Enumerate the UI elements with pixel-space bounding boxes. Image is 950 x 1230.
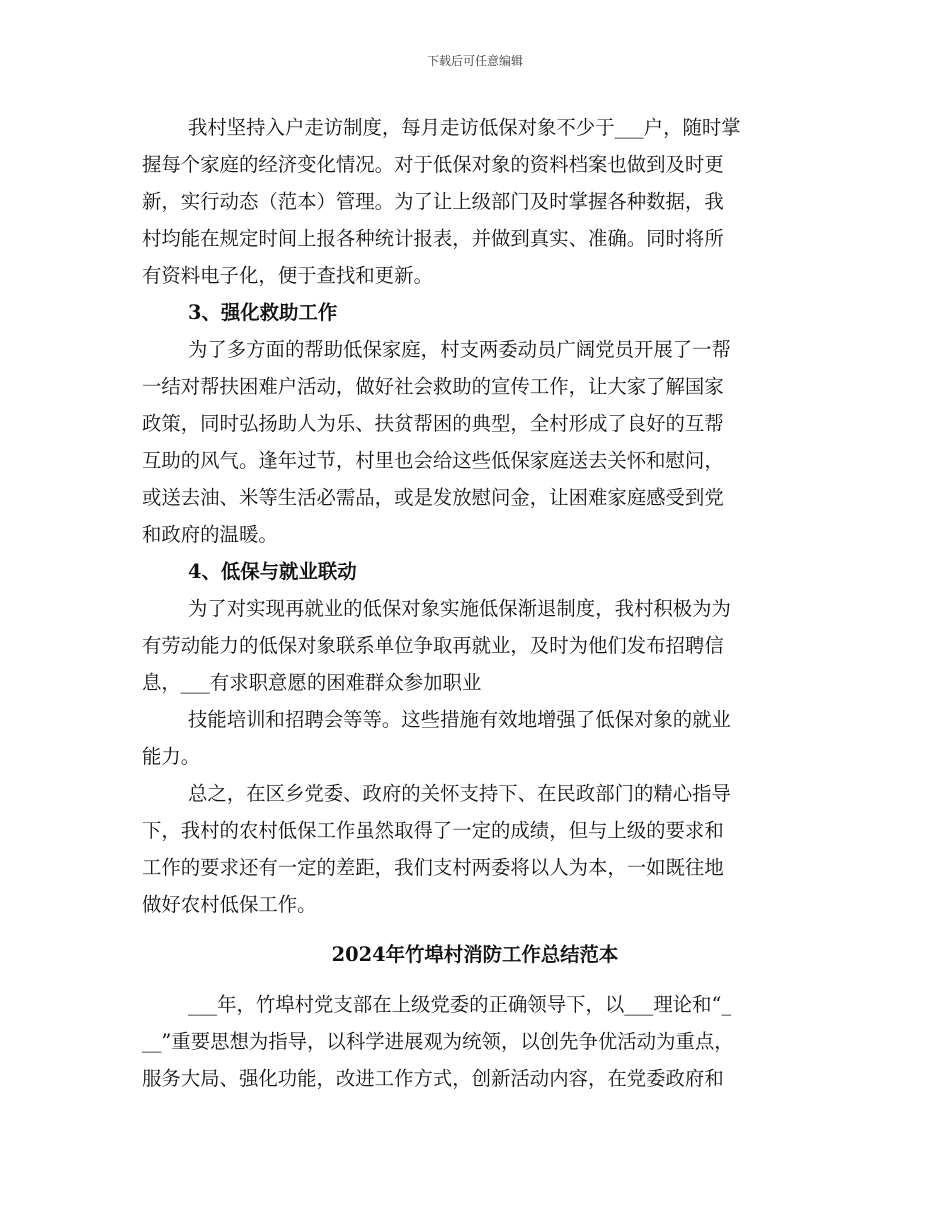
paragraph-line: 下，我村的农村低保工作虽然取得了一定的成绩，但与上级的要求和 [142,819,724,842]
paragraph-line: 一结对帮扶困难户活动，做好社会救助的宣传工作，让大家了解国家 [142,375,724,398]
paragraph-line: 我村坚持入户走访制度，每月走访低保对象不少于___户，随时掌 [188,116,741,139]
paragraph-line: 为了多方面的帮助低保家庭，村支两委动员广阔党员开展了一帮 [188,338,731,361]
paragraph-line: 有资料电子化，便于查找和更新。 [142,264,433,287]
paragraph-line: 总之，在区乡党委、政府的关怀支持下、在民政部门的精心指导 [188,782,731,805]
paragraph-line: 技能培训和招聘会等等。这些措施有效地增强了低保对象的就业 [188,708,731,731]
section-heading: 3、强化救助工作 [188,301,338,324]
paragraph-line: 新，实行动态（范本）管理。为了让上级部门及时掌握各种数据，我 [142,190,724,213]
paragraph-line: 做好农村低保工作。 [142,893,317,916]
paragraph-line: 握每个家庭的经济变化情况。对于低保对象的资料档案也做到及时更 [142,153,724,176]
paragraph-line: __”重要思想为指导，以科学进展观为统领，以创先争优活动为重点， [142,1030,734,1053]
section-heading: 4、低保与就业联动 [188,560,357,583]
paragraph-line: 村均能在规定时间上报各种统计报表，并做到真实、准确。同时将所 [142,227,724,250]
paragraph-line: 和政府的温暖。 [142,523,278,546]
page-header: 下载后可任意编辑 [426,54,523,68]
paragraph-line: 工作的要求还有一定的差距，我们支村两委将以人为本，一如既往地 [142,856,724,879]
paragraph-line: 互助的风气。逢年过节，村里也会给这些低保家庭送去关怀和慰问， [142,449,724,472]
paragraph-line: 政策，同时弘扬助人为乐、扶贫帮困的典型，全村形成了良好的互帮 [142,412,724,435]
paragraph-line: 为了对实现再就业的低保对象实施低保渐退制度，我村积极为为 [188,597,731,620]
paragraph-line: ___年，竹埠村党支部在上级党委的正确领导下，以___理论和“_ [188,993,732,1016]
paragraph-line: 服务大局、强化功能，改进工作方式，创新活动内容，在党委政府和 [142,1067,724,1090]
paragraph-line: 息，___有求职意愿的困难群众参加职业 [142,671,482,694]
paragraph-line: 或送去油、米等生活必需品，或是发放慰问金，让困难家庭感受到党 [142,486,724,509]
paragraph-line: 能力。 [142,745,201,768]
document-title: 2024年竹埠村消防工作总结范本 [331,943,619,966]
paragraph-line: 有劳动能力的低保对象联系单位争取再就业，及时为他们发布招聘信 [142,634,724,657]
